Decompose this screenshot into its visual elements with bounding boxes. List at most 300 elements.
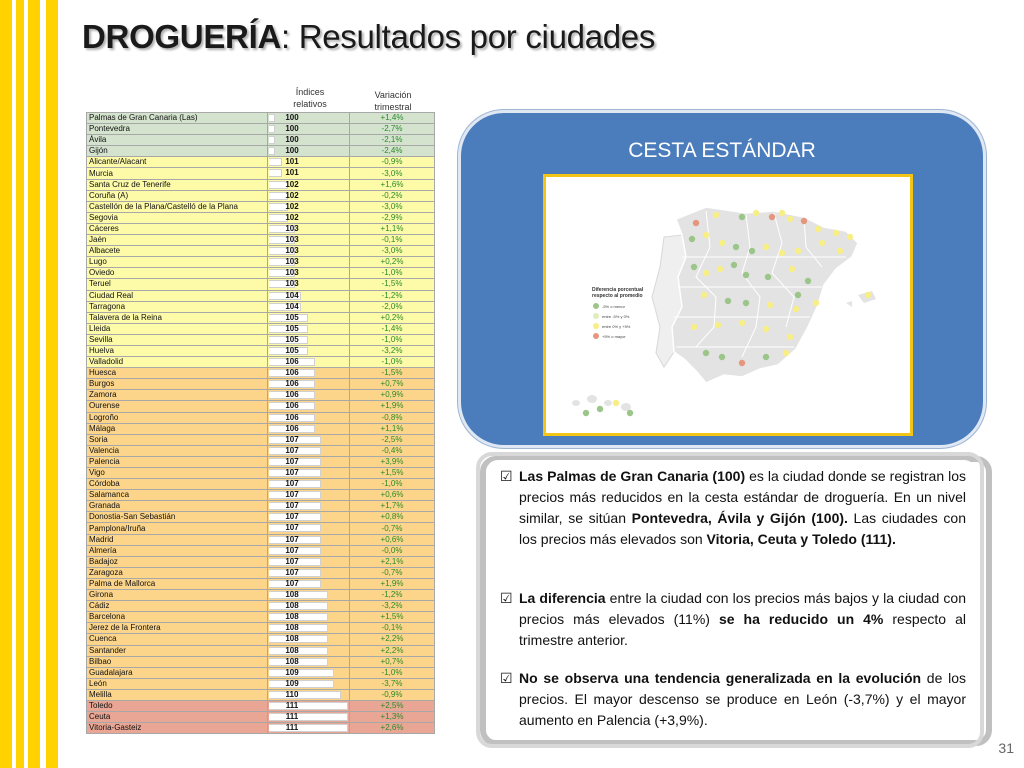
table-row (87, 601, 435, 612)
city-name: Coruña (A) (87, 190, 268, 201)
variation-value: -0,9% (350, 689, 435, 700)
variation-value: +1,3% (350, 712, 435, 723)
svg-text:+5% o mayor: +5% o mayor (602, 334, 626, 339)
city-name: Donostia-San Sebastián (87, 512, 268, 523)
city-dot (739, 214, 745, 220)
city-dot (753, 210, 759, 216)
table-row (87, 290, 435, 301)
index-value: 107 (285, 534, 299, 544)
index-cell (268, 689, 350, 700)
table-row (87, 501, 435, 512)
index-cell (268, 357, 350, 368)
city-name: Talavera de la Reina (87, 312, 268, 323)
variation-value: +1,4% (350, 113, 435, 124)
city-dot (597, 406, 603, 412)
city-dot (805, 278, 811, 284)
index-value: 105 (285, 312, 299, 322)
title-bold: DROGUERÍA (82, 18, 281, 55)
city-dot (847, 234, 853, 240)
index-value: 101 (285, 157, 299, 167)
city-dot (693, 220, 699, 226)
index-cell (268, 601, 350, 612)
index-cell (268, 523, 350, 534)
table-row (87, 379, 435, 390)
city-dot (743, 272, 749, 278)
variation-value: +1,9% (350, 401, 435, 412)
city-dot (787, 216, 793, 222)
index-value: 106 (285, 412, 299, 422)
city-name: Huesca (87, 368, 268, 379)
city-name: Oviedo (87, 268, 268, 279)
bullet-3: ☑ No se observa una tendencia generalizada en la evolución de los precios. El mayor descenso se produce en León (-3,7%) y el mayor aumento en Palencia (+3,9%). (500, 670, 966, 728)
index-value: 107 (285, 578, 299, 588)
city-name: Ceuta (87, 712, 268, 723)
city-name: Jerez de la Frontera (87, 623, 268, 634)
index-cell (268, 323, 350, 334)
index-value: 108 (285, 612, 299, 622)
index-value: 105 (285, 334, 299, 344)
variation-value: -1,4% (350, 323, 435, 334)
table-row (87, 590, 435, 601)
variation-value: -0,9% (350, 157, 435, 168)
table-row (87, 623, 435, 634)
svg-text:-5% o menor: -5% o menor (602, 304, 625, 309)
svg-text:entre 0% y +5%: entre 0% y +5% (602, 324, 631, 329)
index-value: 111 (285, 723, 299, 733)
index-value: 106 (285, 368, 299, 378)
city-dot (763, 244, 769, 250)
city-dot (725, 298, 731, 304)
index-cell (268, 290, 350, 301)
index-cell (268, 412, 350, 423)
variation-value: -2,9% (350, 212, 435, 223)
svg-text:respecto al promedio: respecto al promedio (592, 293, 643, 299)
variation-value: -3,0% (350, 246, 435, 257)
table-row (87, 545, 435, 556)
index-value: 106 (285, 357, 299, 367)
decorative-stripes (0, 0, 64, 768)
title-rest: : Resultados por ciudades (280, 18, 656, 55)
city-name: León (87, 678, 268, 689)
table-row (87, 235, 435, 246)
city-dot (691, 324, 697, 330)
variation-value: -1,5% (350, 279, 435, 290)
table-row (87, 168, 435, 179)
variation-value: +0,2% (350, 257, 435, 268)
city-dot (783, 350, 789, 356)
city-name: Badajoz (87, 556, 268, 567)
index-cell (268, 445, 350, 456)
city-name: Vitoria-Gasteiz (87, 723, 268, 734)
city-name: Gijón (87, 146, 268, 157)
city-dot (765, 274, 771, 280)
city-dot (749, 248, 755, 254)
variation-value: +2,6% (350, 723, 435, 734)
index-value: 106 (285, 423, 299, 433)
index-cell (268, 268, 350, 279)
index-value: 103 (285, 268, 299, 278)
city-dot (719, 354, 725, 360)
index-value: 108 (285, 590, 299, 600)
index-cell (268, 257, 350, 268)
variation-value: +3,9% (350, 456, 435, 467)
city-name: Ávila (87, 135, 268, 146)
variation-value: -3,0% (350, 168, 435, 179)
variation-value: +0,8% (350, 512, 435, 523)
index-value: 102 (285, 212, 299, 222)
table-row (87, 490, 435, 501)
index-cell (268, 456, 350, 467)
city-name: Córdoba (87, 479, 268, 490)
city-name: Logroño (87, 412, 268, 423)
index-cell (268, 124, 350, 135)
index-cell (268, 501, 350, 512)
variation-value: +0,2% (350, 312, 435, 323)
variation-value: +1,5% (350, 612, 435, 623)
index-cell (268, 190, 350, 201)
table-row (87, 323, 435, 334)
index-value: 107 (285, 434, 299, 444)
city-dot (789, 266, 795, 272)
table-row (87, 246, 435, 257)
bullet-1: ☑ Las Palmas de Gran Canaria (100) es la ciudad donde se registran los precios más reducidos en la cesta estándar de droguería. En un nivel similar, se sitúan Pontevedra, Ávila y Gijón (100). Las ciudades con los precios más elevados son Vitoria, Ceuta y Toledo (111). (500, 468, 967, 547)
city-name: Guadalajara (87, 667, 268, 678)
index-value: 104 (285, 301, 299, 311)
variation-value: +1,1% (350, 423, 435, 434)
index-value: 105 (285, 323, 299, 333)
variation-value: -1,2% (350, 590, 435, 601)
variation-value: -2,4% (350, 146, 435, 157)
variation-value: +1,6% (350, 179, 435, 190)
index-cell (268, 157, 350, 168)
index-value: 103 (285, 257, 299, 267)
variation-value: -1,0% (350, 334, 435, 345)
index-value: 107 (285, 523, 299, 533)
table-row (87, 412, 435, 423)
table-row (87, 423, 435, 434)
city-dot (779, 250, 785, 256)
city-name: Soria (87, 434, 268, 445)
city-dot (865, 292, 871, 298)
index-cell (268, 578, 350, 589)
city-name: Barcelona (87, 612, 268, 623)
index-cell (268, 567, 350, 578)
variation-value: +1,1% (350, 223, 435, 234)
city-name: Pamplona/Iruña (87, 523, 268, 534)
index-value: 108 (285, 656, 299, 666)
variation-value: -3,2% (350, 601, 435, 612)
table-row (87, 124, 435, 135)
city-name: Salamanca (87, 490, 268, 501)
index-column-header: Índices relativos (293, 87, 327, 109)
table-row (87, 656, 435, 667)
index-cell (268, 667, 350, 678)
table-row (87, 700, 435, 711)
table-row (87, 334, 435, 345)
table-row (87, 179, 435, 190)
table-row (87, 257, 435, 268)
variation-value: +0,6% (350, 534, 435, 545)
city-name: Valladolid (87, 357, 268, 368)
city-dot (837, 248, 843, 254)
variation-column-header: Variación trimestral (374, 90, 412, 112)
city-name: Zamora (87, 390, 268, 401)
city-name: Cuenca (87, 634, 268, 645)
variation-value: -1,2% (350, 290, 435, 301)
city-name: Ciudad Real (87, 290, 268, 301)
page-title (82, 18, 655, 56)
index-cell (268, 700, 350, 711)
index-cell (268, 223, 350, 234)
index-cell (268, 146, 350, 157)
table-row (87, 212, 435, 223)
index-value: 109 (285, 667, 299, 677)
city-name: Almería (87, 545, 268, 556)
table-row (87, 534, 435, 545)
index-value: 109 (285, 678, 299, 688)
index-value: 107 (285, 456, 299, 466)
table-row (87, 456, 435, 467)
city-name: Málaga (87, 423, 268, 434)
city-dot (691, 264, 697, 270)
index-cell (268, 179, 350, 190)
city-name: Tarragona (87, 301, 268, 312)
city-name: Lugo (87, 257, 268, 268)
index-value: 107 (285, 545, 299, 555)
index-cell (268, 168, 350, 179)
index-cell (268, 479, 350, 490)
city-name: Segovia (87, 212, 268, 223)
table-row (87, 368, 435, 379)
index-cell (268, 623, 350, 634)
city-name: Albacete (87, 246, 268, 257)
table-row (87, 434, 435, 445)
variation-value: -1,0% (350, 479, 435, 490)
index-cell (268, 512, 350, 523)
index-value: 104 (285, 290, 299, 300)
map-legend (592, 287, 644, 339)
index-value: 100 (285, 146, 299, 156)
index-cell (268, 434, 350, 445)
table-row (87, 468, 435, 479)
index-cell (268, 590, 350, 601)
city-dot (743, 300, 749, 306)
city-dot (795, 248, 801, 254)
variation-value: -2,7% (350, 124, 435, 135)
city-name: Teruel (87, 279, 268, 290)
variation-value: -0,0% (350, 545, 435, 556)
city-dot (769, 214, 775, 220)
city-dot (731, 262, 737, 268)
index-cell (268, 612, 350, 623)
city-name: Huelva (87, 345, 268, 356)
variation-value: +1,9% (350, 578, 435, 589)
index-value: 111 (285, 712, 299, 722)
variation-value: -0,8% (350, 412, 435, 423)
city-name: Vigo (87, 468, 268, 479)
variation-value: -1,0% (350, 667, 435, 678)
summary-text-panel (486, 460, 976, 738)
variation-value: -0,1% (350, 235, 435, 246)
index-cell (268, 545, 350, 556)
city-name: Cáceres (87, 223, 268, 234)
index-value: 107 (285, 479, 299, 489)
city-dot (795, 292, 801, 298)
svg-text:entre -5% y 0%: entre -5% y 0% (602, 314, 630, 319)
variation-value: +2,2% (350, 634, 435, 645)
index-cell (268, 312, 350, 323)
city-dot (739, 360, 745, 366)
city-dot (613, 400, 619, 406)
city-name: Ourense (87, 401, 268, 412)
city-dot (819, 240, 825, 246)
variation-value: -0,7% (350, 523, 435, 534)
index-value: 108 (285, 645, 299, 655)
index-cell (268, 379, 350, 390)
table-row (87, 678, 435, 689)
index-value: 107 (285, 468, 299, 477)
table-row (87, 357, 435, 368)
table-row (87, 523, 435, 534)
city-dot (703, 232, 709, 238)
table-row (87, 157, 435, 168)
city-name: Bilbao (87, 656, 268, 667)
variation-value: -3,7% (350, 678, 435, 689)
variation-value: -0,4% (350, 445, 435, 456)
city-dot (701, 292, 707, 298)
table-row (87, 712, 435, 723)
variation-value: +1,7% (350, 501, 435, 512)
city-dot (719, 240, 725, 246)
index-value: 108 (285, 634, 299, 644)
index-cell (268, 401, 350, 412)
city-name: Lleida (87, 323, 268, 334)
index-cell (268, 279, 350, 290)
index-cell (268, 235, 350, 246)
city-name: Santander (87, 645, 268, 656)
table-row (87, 634, 435, 645)
page-number: 31 (998, 740, 1014, 756)
index-cell (268, 678, 350, 689)
index-value: 102 (285, 190, 299, 200)
index-cell (268, 634, 350, 645)
city-dot (689, 236, 695, 242)
check-icon: ☑ (500, 468, 513, 484)
map-panel (458, 110, 986, 448)
spain-map (543, 174, 913, 436)
table-row (87, 301, 435, 312)
variation-value: +2,5% (350, 700, 435, 711)
index-value: 108 (285, 623, 299, 633)
table-row (87, 667, 435, 678)
index-cell (268, 423, 350, 434)
city-dot (767, 302, 773, 308)
variation-value: +1,5% (350, 468, 435, 479)
index-cell (268, 113, 350, 124)
city-name: Palmas de Gran Canaria (Las) (87, 113, 268, 124)
index-cell (268, 368, 350, 379)
index-value: 102 (285, 179, 299, 189)
map-panel-title: CESTA ESTÁNDAR (628, 139, 816, 162)
city-name: Granada (87, 501, 268, 512)
city-dot (583, 410, 589, 416)
table-row (87, 390, 435, 401)
table-row (87, 279, 435, 290)
check-icon: ☑ (500, 590, 513, 606)
index-cell (268, 135, 350, 146)
city-name: Madrid (87, 534, 268, 545)
index-cell (268, 334, 350, 345)
variation-value: +0,7% (350, 379, 435, 390)
index-value: 107 (285, 490, 299, 500)
city-dot (713, 212, 719, 218)
city-dot (715, 322, 721, 328)
svg-text:Diferencia porcentual: Diferencia porcentual (592, 287, 644, 293)
index-value: 106 (285, 401, 299, 411)
city-dot (787, 334, 793, 340)
index-value: 107 (285, 501, 299, 511)
city-dot (627, 410, 633, 416)
index-value: 106 (285, 379, 299, 389)
check-icon: ☑ (500, 670, 513, 686)
table-row (87, 223, 435, 234)
index-cell (268, 656, 350, 667)
index-value: 111 (285, 700, 299, 710)
index-value: 105 (285, 345, 299, 355)
index-cell (268, 490, 350, 501)
table-row (87, 146, 435, 157)
variation-value: -0,7% (350, 567, 435, 578)
table-row (87, 578, 435, 589)
index-cell (268, 534, 350, 545)
variation-value: -2,1% (350, 135, 435, 146)
table-row (87, 512, 435, 523)
city-name: Alicante/Alacant (87, 157, 268, 168)
index-value: 103 (285, 246, 299, 256)
index-cell (268, 723, 350, 734)
index-cell (268, 246, 350, 257)
variation-value: -0,2% (350, 190, 435, 201)
city-name: Melilla (87, 689, 268, 700)
city-dot (801, 218, 807, 224)
city-dot (833, 230, 839, 236)
variation-value: -0,1% (350, 623, 435, 634)
index-value: 108 (285, 601, 299, 611)
city-dot (763, 326, 769, 332)
table-row (87, 689, 435, 700)
city-dot (793, 306, 799, 312)
index-value: 100 (285, 124, 299, 134)
variation-value: +0,9% (350, 390, 435, 401)
variation-value: -2,5% (350, 434, 435, 445)
table-row (87, 445, 435, 456)
index-value: 110 (285, 689, 299, 699)
variation-value: -3,0% (350, 201, 435, 212)
table-row (87, 312, 435, 323)
city-dot (703, 350, 709, 356)
index-value: 106 (285, 390, 299, 400)
city-name: Palencia (87, 456, 268, 467)
variation-value: -1,5% (350, 368, 435, 379)
index-value: 103 (285, 279, 299, 289)
index-value: 107 (285, 567, 299, 577)
city-name: Murcia (87, 168, 268, 179)
variation-value: +0,7% (350, 656, 435, 667)
table-row (87, 556, 435, 567)
variation-value: -2,0% (350, 301, 435, 312)
variation-value: -1,0% (350, 268, 435, 279)
city-name: Valencia (87, 445, 268, 456)
